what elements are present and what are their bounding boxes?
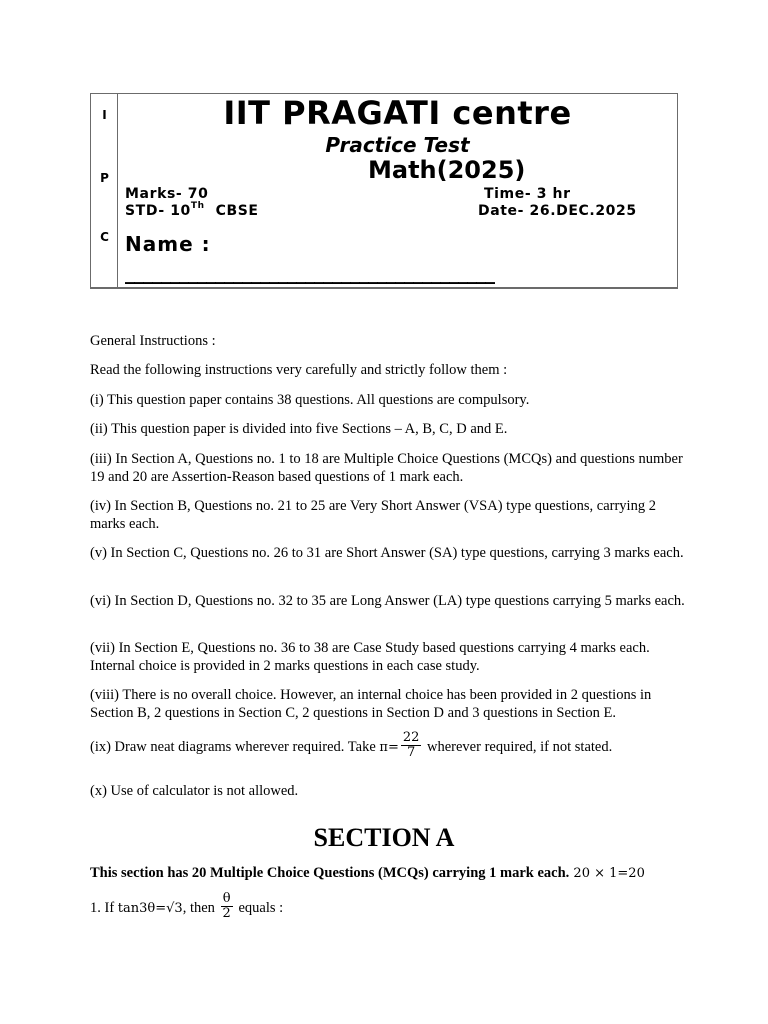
name-input-line[interactable]: _________________________________________ <box>125 260 494 284</box>
instruction-item-2: (ii) This question paper is divided into five Sections – A, B, C, D and E. <box>90 421 508 437</box>
theta-half-fraction <box>221 892 233 921</box>
theta-denominator: 2 <box>222 906 231 921</box>
instructions-intro: Read the following instructions very carefully and strictly follow them : <box>90 362 508 378</box>
q1-then: , then <box>182 899 219 916</box>
section-a-marks: 20 × 1=20 <box>569 866 645 881</box>
instruction-item-7: (vii) In Section E, Questions no. 36 to 38 are Case Study based questions carrying 4 marks each. Internal choice is provided in 2 marks questions in each case study. <box>90 640 650 674</box>
name-label: Name : <box>125 232 211 256</box>
std-superscript: Th <box>190 201 205 211</box>
instruction-item-8: (viii) There is no overall choice. However, an internal choice has been provided in 2 questions in Section B, 2 questions in Section C, 2 questions in Section D and 3 questions in Section E. <box>90 687 652 721</box>
item9-text-end: wherever required, if not stated. <box>423 738 613 755</box>
institute-title: IIT PRAGATI centre <box>223 94 572 132</box>
instruction-item-5: (v) In Section C, Questions no. 26 to 31 are Short Answer (SA) type questions, carrying 3 marks each. <box>90 545 684 561</box>
time-label: Time- 3 hr <box>484 186 571 202</box>
side-letter-i: I <box>102 108 107 122</box>
pi-denominator: 7 <box>406 745 416 760</box>
instruction-item-4: (iv) In Section B, Questions no. 21 to 25 are Very Short Answer (VSA) type questions, carrying 2 marks each. <box>90 498 656 532</box>
side-letter-c: C <box>100 230 109 244</box>
section-a-desc-text: This section has 20 Multiple Choice Questions (MCQs) carrying 1 mark each. <box>90 865 570 881</box>
instruction-item-3: (iii) In Section A, Questions no. 1 to 18 are Multiple Choice Questions (MCQs) and questions number 19 and 20 are Assertion-Reason based questions of 1 mark each. <box>90 451 683 485</box>
header-box <box>90 93 678 289</box>
std-label <box>125 203 259 219</box>
section-a-description <box>90 864 690 883</box>
test-subtitle: Practice Test <box>325 133 470 157</box>
date-label: Date- 26.DEC.2025 <box>478 203 637 219</box>
header-side-column <box>91 94 118 287</box>
instruction-item-6: (vi) In Section D, Questions no. 32 to 35 are Long Answer (LA) type questions carrying 5 marks each. <box>90 593 685 609</box>
q1-equation: tan3θ=√3 <box>117 900 183 916</box>
instruction-item-1: (i) This question paper contains 38 questions. All questions are compulsory. <box>90 392 530 408</box>
question-1 <box>90 891 690 923</box>
section-a-title: SECTION A <box>313 823 455 852</box>
q1-number: 1. If <box>90 899 118 916</box>
pi-equals: π= <box>379 739 399 755</box>
item9-text-start: (ix) Draw neat diagrams wherever required. Take <box>90 738 380 755</box>
instructions-heading: General Instructions : <box>90 333 216 349</box>
q1-equals: equals : <box>234 899 284 916</box>
instruction-item-9 <box>90 730 690 762</box>
instruction-item-10: (x) Use of calculator is not allowed. <box>90 783 299 799</box>
theta-numerator: θ <box>221 892 233 907</box>
pi-numerator: 22 <box>402 730 420 745</box>
side-letter-p: P <box>100 171 109 185</box>
pi-fraction <box>401 731 422 760</box>
std-prefix: STD- 10 <box>125 203 191 219</box>
subject-title: Math(2025) <box>368 156 526 184</box>
std-board: CBSE <box>204 203 259 219</box>
marks-label: Marks- 70 <box>125 186 209 202</box>
